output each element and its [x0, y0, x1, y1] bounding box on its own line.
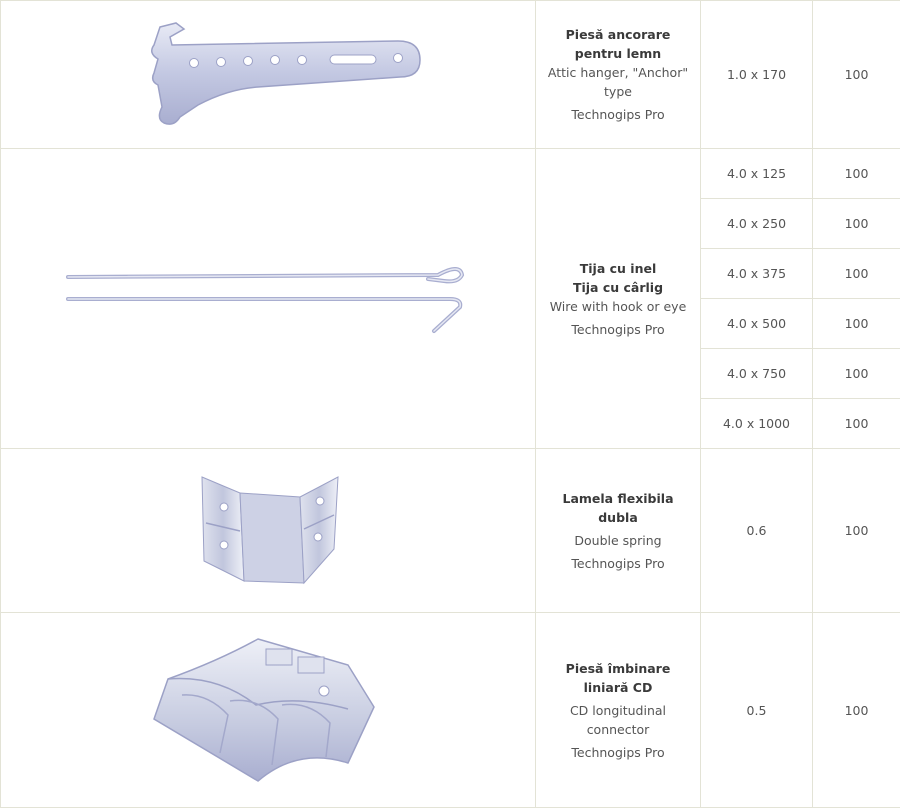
product-english-name: Wire with hook or eye — [549, 298, 687, 314]
double-spring-image — [188, 471, 348, 591]
cd-connector-image — [148, 635, 388, 785]
dimension-cell: 4.0 x 250 — [701, 199, 813, 249]
product-image-cell — [1, 1, 536, 149]
dimension-cell: 4.0 x 750 — [701, 349, 813, 399]
table-row — [1, 149, 900, 199]
quantity-cell: 100 — [813, 1, 900, 149]
table-row — [1, 613, 900, 808]
table-row — [1, 1, 900, 149]
product-english-name: Double spring — [574, 532, 662, 548]
quantity-cell: 100 — [813, 149, 900, 199]
quantity-cell: 100 — [813, 399, 900, 449]
dimension-cell: 4.0 x 125 — [701, 149, 813, 199]
dimension-cell: 4.0 x 375 — [701, 249, 813, 299]
product-name: Piesă ancorare pentru lemn — [565, 27, 671, 61]
quantity-cell: 100 — [813, 613, 900, 808]
dimension-cell: 1.0 x 170 — [701, 1, 813, 149]
table-row — [1, 449, 900, 613]
product-brand: Technogips Pro — [571, 555, 665, 571]
dimension-cell: 0.5 — [701, 613, 813, 808]
dimension-cell: 4.0 x 500 — [701, 299, 813, 349]
product-name-hook: Tija cu cârlig — [572, 279, 664, 295]
product-image-cell — [1, 613, 536, 808]
wire-hook-image — [58, 259, 478, 339]
product-name-eye: Tija cu inel — [579, 260, 657, 276]
product-description — [536, 1, 701, 149]
product-image-cell — [1, 449, 536, 613]
product-brand: Technogips Pro — [571, 321, 665, 337]
product-brand: Technogips Pro — [571, 744, 665, 760]
product-description — [536, 149, 701, 449]
dimension-cell: 0.6 — [701, 449, 813, 613]
quantity-cell: 100 — [813, 299, 900, 349]
product-description — [536, 449, 701, 613]
product-brand: Technogips Pro — [571, 107, 665, 122]
product-english-name: CD longitudinal connector — [569, 702, 667, 737]
quantity-cell: 100 — [813, 449, 900, 613]
quantity-cell: 100 — [813, 249, 900, 299]
dimension-cell: 4.0 x 1000 — [701, 399, 813, 449]
product-english-name: Attic hanger, "Anchor" type — [547, 65, 689, 99]
quantity-cell: 100 — [813, 199, 900, 249]
product-name: Lamela flexibila dubla — [562, 490, 674, 525]
product-name: Piesă îmbinare liniară CD — [565, 660, 671, 695]
product-description — [536, 613, 701, 808]
attic-hanger-image — [98, 15, 438, 135]
product-image-cell — [1, 149, 536, 449]
quantity-cell: 100 — [813, 349, 900, 399]
